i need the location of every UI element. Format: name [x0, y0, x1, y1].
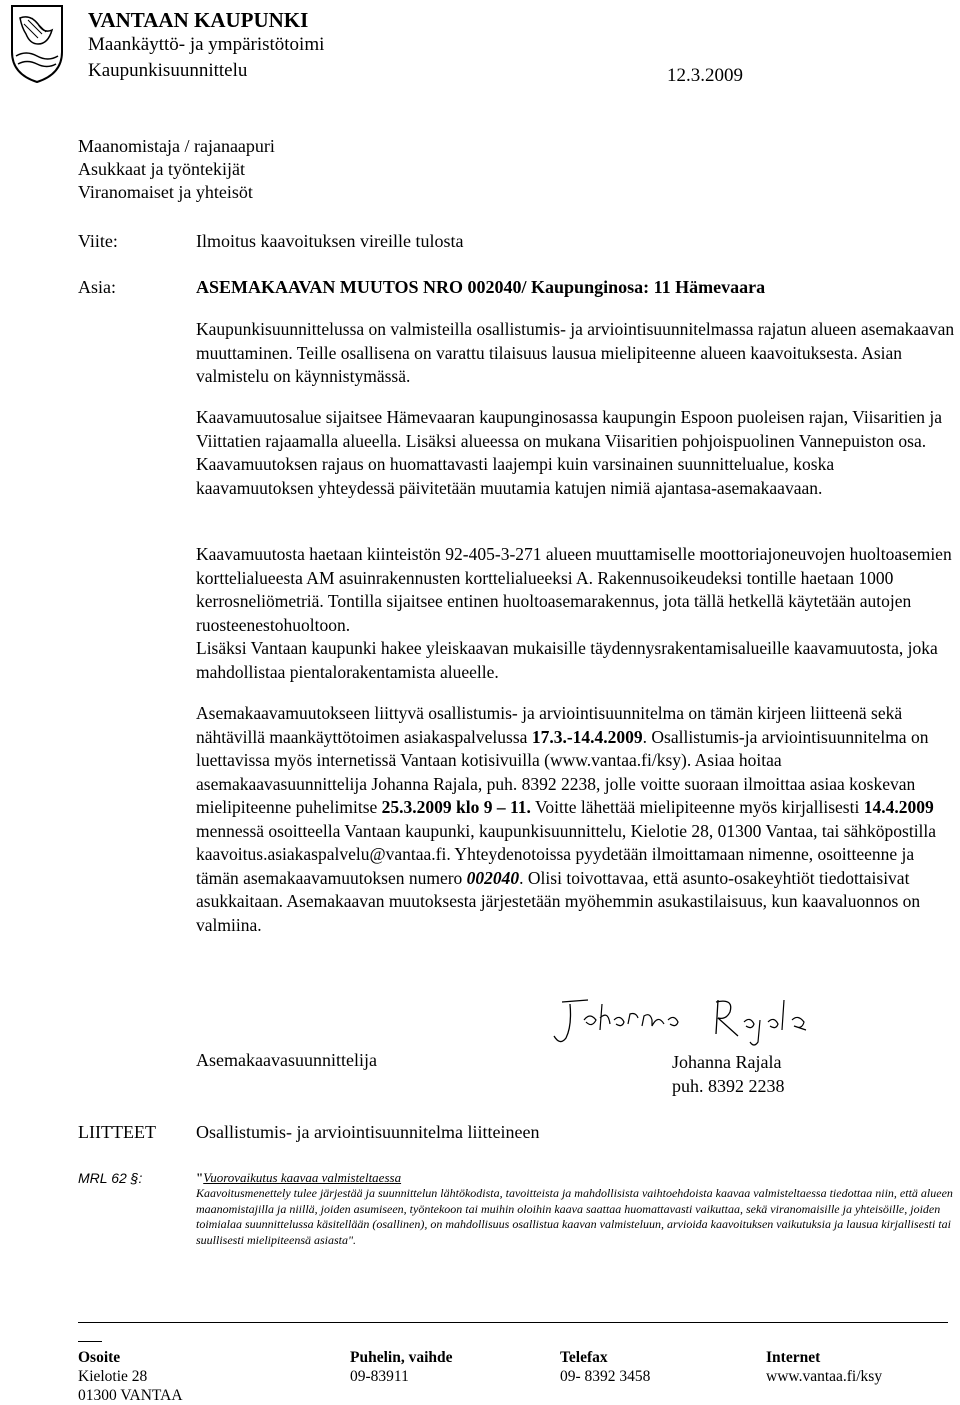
phone-time: 25.3.2009 klo 9 – 11.: [381, 797, 531, 817]
website-link[interactable]: www.vantaa.fi/ksy: [766, 1368, 883, 1385]
display-period: 17.3.-14.4.2009: [531, 726, 643, 747]
attachments-value: Osallistumis- ja arviointisuunnitelma liitteineen: [196, 1122, 540, 1142]
organization-name: VANTAAN KAUPUNKI: [88, 8, 309, 32]
subject-label: Asia:: [78, 277, 116, 297]
law-reference-label: MRL 62 §:: [78, 1170, 143, 1186]
plan-number: 002040: [466, 867, 520, 888]
handwritten-signature: [548, 990, 848, 1050]
signatory-title: Asemakaavasuunnittelija: [196, 1050, 377, 1070]
subject-title: ASEMAKAAVAN MUUTOS NRO 002040/ Kaupunginosa: 11 Hämevaara: [196, 277, 766, 297]
footer-divider: [78, 1322, 948, 1323]
recipient-line: Maanomistaja / rajanaapuri: [78, 136, 275, 156]
vantaa-coat-of-arms-logo: [8, 4, 66, 84]
reference-label: Viite:: [78, 231, 118, 251]
body-paragraph-infill: Lisäksi Vantaan kaupunki hakee yleiskaavan mukaisille täydennysrakentamisalueille kaavamuutosta, joka mahdollistaa pientalorakentamista alueelle.: [196, 638, 938, 682]
footer-address: Osoite Kielotie 28 01300 VANTAA: [78, 1349, 183, 1404]
attachments-label: LIITTEET: [78, 1122, 156, 1142]
footer-phone: Puhelin, vaihde 09-83911: [350, 1349, 453, 1385]
body-paragraph-intro: Kaupunkisuunnittelussa on valmisteilla osallistumis- ja arviointisuunnitelmassa rajatun alueen asemakaavan muuttaminen. Teille osallisena on varattu tilaisuus lausua mielipiteenne alueen kaavoituksesta. Asian valmistelu on käynnistymässä.: [196, 319, 955, 386]
recipient-line: Asukkaat ja työntekijät: [78, 159, 245, 179]
signatory-block: [672, 1050, 785, 1098]
deadline-date: 14.4.2009: [863, 797, 934, 817]
body-paragraph-application: Kaavamuutosta haetaan kiinteistön 92-405-3-271 alueen muuttamiselle moottoriajoneuvojen huoltoasemien korttelialueesta AM asuinrakennusten korttelialueeksi A. Rakennusoikeudeksi tontille haetaan 1000 kerrosneliömetriä. Tontilla sijaitsee entinen huoltoasemarakennus, jota tällä hetkellä käytetään autojen ruosteenestohuoltoon.: [196, 544, 952, 635]
department-name: Maankäyttö- ja ympäristötoimi: [88, 34, 325, 55]
footer-internet: Internet www.vantaa.fi/ksy: [766, 1349, 883, 1385]
footer-divider-short: [78, 1341, 102, 1342]
body-paragraph-area: Kaavamuutosalue sijaitsee Hämevaaran kaupunginosassa kaupungin Espoon puoleisen rajan, Viisaritien ja Viittatien rajaamalla alueella. Lisäksi alueessa on mukana Viisaritien pohjoispuolinen Vannepuiston osa. Kaavamuutoksen rajaus on huomattavasti laajempi kuin varsinainen suunnittelualue, koska kaavamuutoksen yhteydessä päivitetään muutamia katujen nimiä ajantasa-asemakaavaan.: [196, 407, 943, 498]
recipient-line: Viranomaiset ja yhteisöt: [78, 182, 253, 202]
body-paragraph-participation: Asemakaavamuutokseen liittyvä osallistumis- ja arviointisuunnitelma on tämän kirjeen liitteenä sekä nähtävillä maankäyttötoimen asiakaspalvelussa 17.3.-14.4.2009. Osallistumis-ja arviointisuunnitelma on luettavissa myös internetissä Vantaan kotisivuilla (www.vantaa.fi/ksy). Asiaa hoitaa asemakaavasuunnittelija Johanna Rajala, puh. 8392 2238, jolle voitte suoraan ilmoittaa asiaa koskevan mielipiteenne puhelimitse 25.3.2009 klo 9 – 11. Voitte lähettää mielipiteenne myös kirjallisesti 14.4.2009 mennessä osoitteella Vantaan kaupunki, kaupunkisuunnittelu, Kielotie 28, 01300 Vantaa, tai sähköpostilla kaavoitus.asiakaspalvelu@vantaa.fi. Yhteydenotoissa pyydetään ilmoittamaan nimenne, osoitteenne ja tämän asemakaavamuutoksen numero 002040. Olisi toivottavaa, että asunto-osakeyhtiöt tiedottaisivat asukkaitaan. Asemakaavan muutoksesta järjestetään myöhemmin asukastilaisuus, kun kaavaluonnos on valmiina.: [196, 703, 937, 935]
letter-date: 12.3.2009: [667, 65, 743, 86]
law-quote-text: Kaavoitusmenettely tulee järjestää ja suunnittelun lähtökodista, tavoitteista ja mahdollisista vaihtoehdoista kaavaa valmisteltaessa tiedottaa niin, että alueen maanomistajilla ja niillä, joiden asumiseen, työntekoon tai muihin oloihin kaava saattaa huomattavasti vaikuttaa, sekä viranomaisille ja yhteisöille, joiden toimialaa suunnittelussa käsitellään (osallinen), on mahdollisuus osallistua kaavan valmisteluun, arvioida kaavoituksen vaikutuksia ja lausua kirjallisesti tai suullisesti mielipiteensä asiasta".: [196, 1186, 953, 1247]
signatory-phone: puh. 8392 2238: [672, 1076, 785, 1096]
signatory-name: Johanna Rajala: [672, 1052, 782, 1072]
footer-fax: Telefax 09- 8392 3458: [560, 1349, 651, 1385]
law-quote-title: "Vuorovaikutus kaavaa valmisteltaessa: [196, 1170, 402, 1185]
unit-name: Kaupunkisuunnittelu: [88, 60, 248, 81]
reference-value: Ilmoitus kaavoituksen vireille tulosta: [196, 231, 464, 251]
